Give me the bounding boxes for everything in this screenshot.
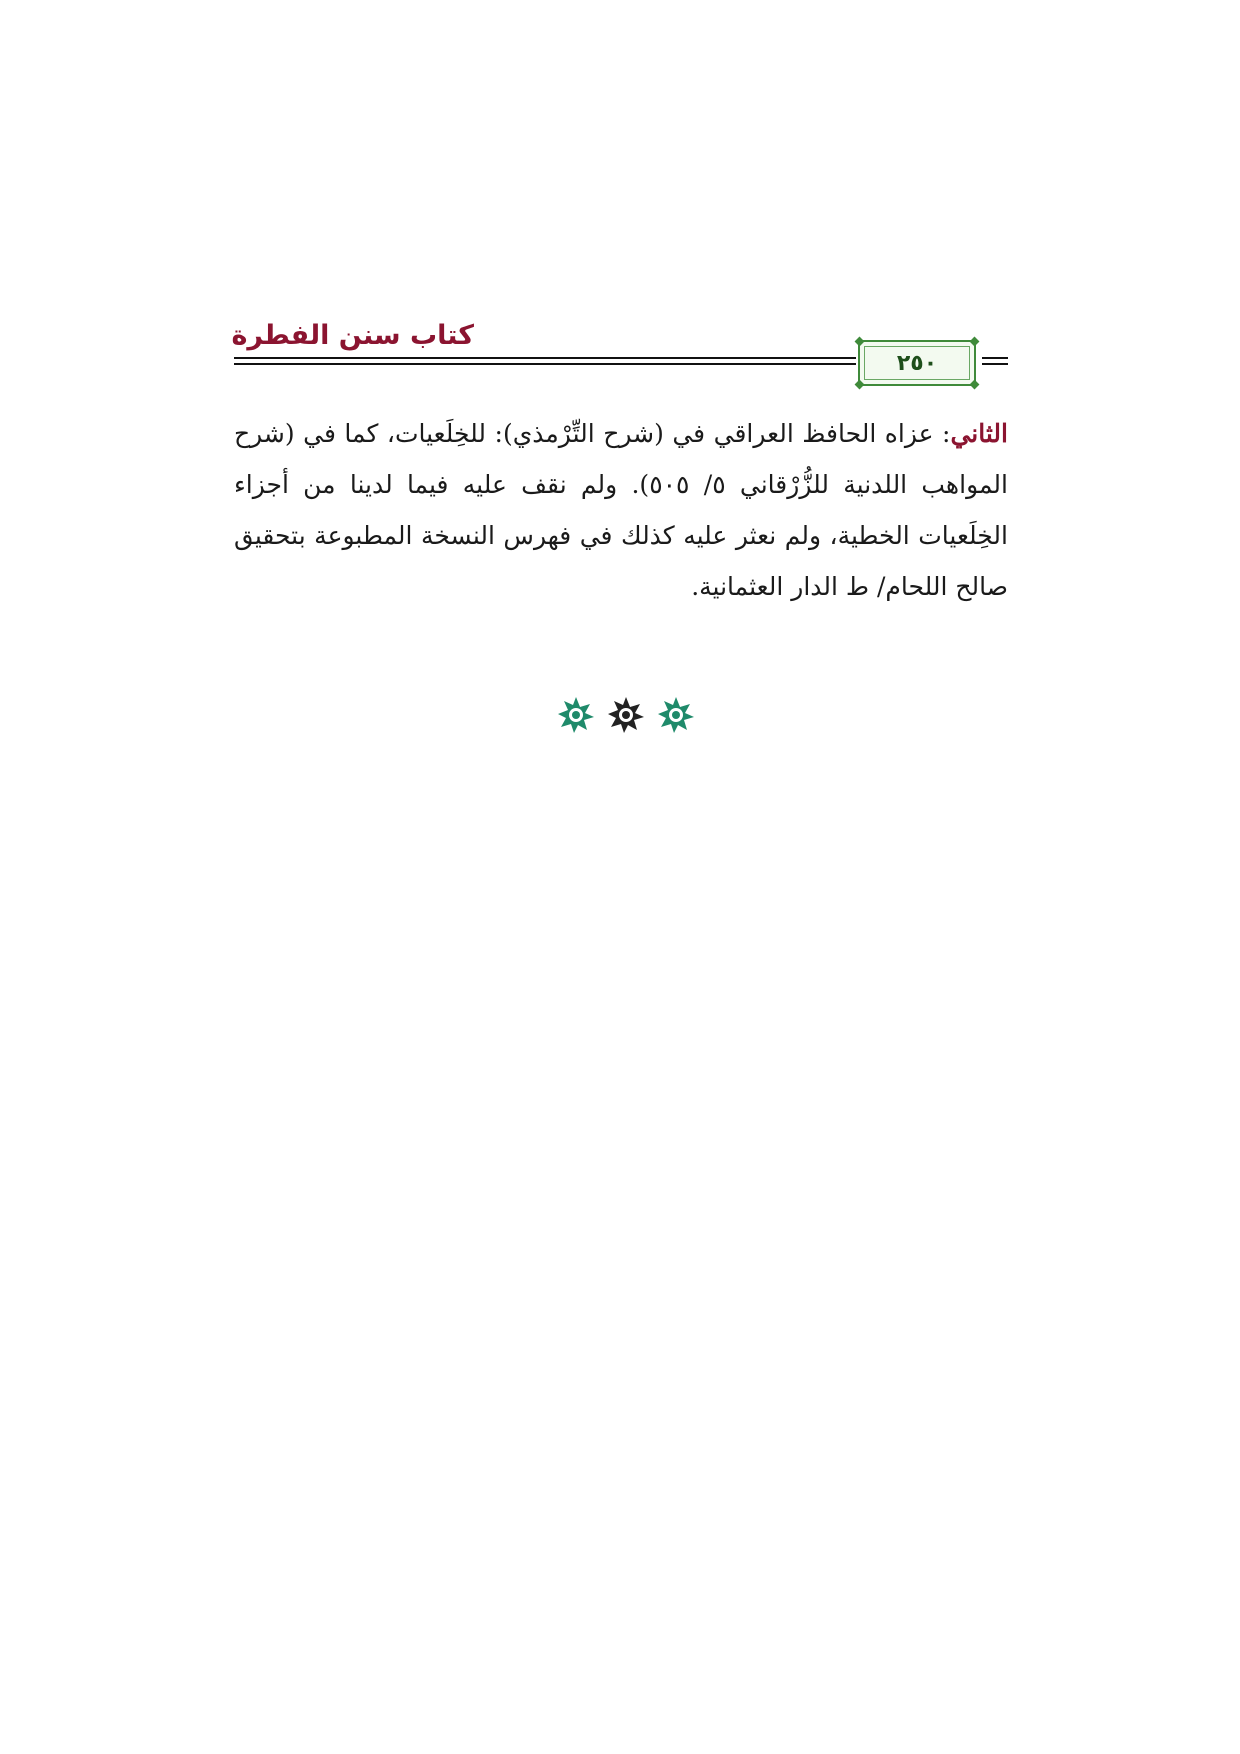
badge-corner-ornament <box>970 337 980 347</box>
main-paragraph <box>234 408 1008 612</box>
badge-corner-ornament <box>970 380 980 390</box>
badge-corner-ornament <box>855 380 865 390</box>
header-rule-short-bottom <box>982 363 1008 365</box>
paragraph-text: : عزاه الحافظ العراقي في (شرح التِّرْمذي): للخِلَعيات، كما في (شرح المواهب اللدنية للزُّرْقاني ٥/ ٥٠٥). ولم نقف عليه فيما لدينا من أجزاء الخِلَعيات الخطية، ولم نعثر عليه كذلك في فهرس النسخة المطبوعة بتحقيق صالح اللحام/ ط الدار العثمانية. <box>234 419 1008 601</box>
section-end-ornaments <box>556 694 696 736</box>
header-rule-short-top <box>982 357 1008 359</box>
page-number: ٢٥٠ <box>896 350 938 376</box>
star-flower-icon <box>556 695 596 735</box>
badge-corner-ornament <box>855 337 865 347</box>
book-title: كتاب سنن الفطرة <box>231 320 474 351</box>
header-rule-top <box>234 357 856 359</box>
star-flower-icon <box>656 695 696 735</box>
paragraph-label: الثاني <box>950 419 1008 448</box>
header-rule-bottom <box>234 363 856 365</box>
page-number-badge <box>858 340 976 386</box>
star-flower-icon <box>606 695 646 735</box>
